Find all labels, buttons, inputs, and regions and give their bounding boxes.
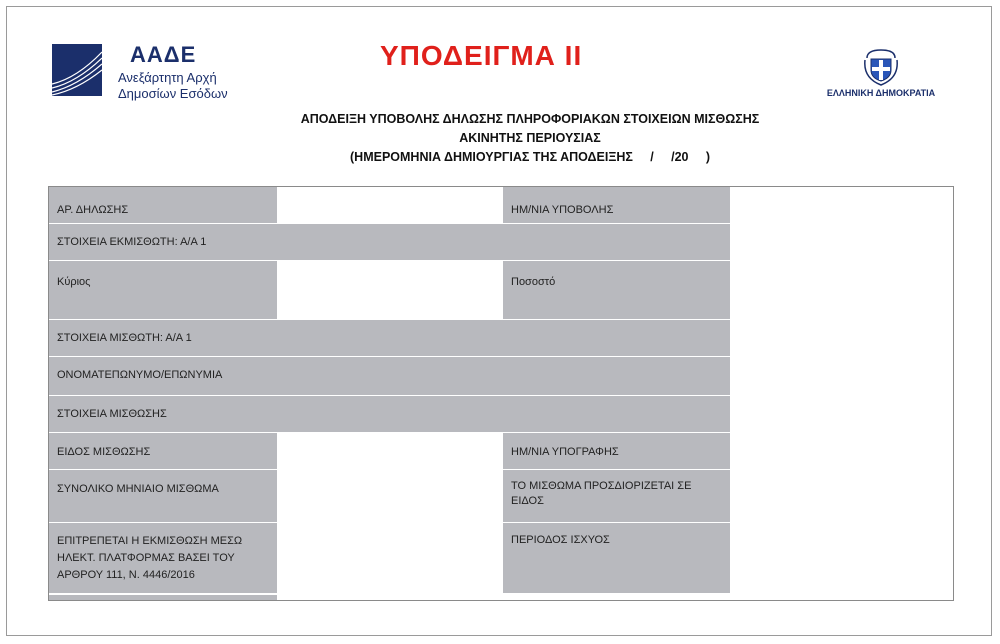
value-ar-dilosis xyxy=(277,187,503,223)
label-periodos-isxyos: ΠΕΡΙΟΔΟΣ ΙΣΧΥΟΣ xyxy=(503,523,730,593)
label-eidos-misthosis: ΕΙΔΟΣ ΜΙΣΘΩΣΗΣ xyxy=(49,433,277,469)
value-kyrios xyxy=(277,261,503,319)
receipt-title-line3: (ΗΜΕΡΟΜΗΝΙΑ ΔΗΜΙΟΥΡΓΙΑΣ ΤΗΣ ΑΠΟΔΕΙΞΗΣ / /20 ) xyxy=(350,150,710,164)
label-epitrepetai-line3: ΑΡΘΡΟΥ 111, Ν. 4446/2016 xyxy=(57,569,195,581)
aade-subtitle-line1: Ανεξάρτητη Αρχή xyxy=(118,70,217,85)
label-epitrepetai-line2: ΗΛΕΚΤ. ΠΛΑΤΦΟΡΜΑΣ ΒΑΣΕΙ ΤΟΥ xyxy=(57,552,235,564)
receipt-form xyxy=(48,186,954,601)
table-bottom-strip xyxy=(49,595,277,600)
section-stoixeia-misthosis: ΣΤΟΙΧΕΙΑ ΜΙΣΘΩΣΗΣ xyxy=(49,396,730,432)
section-stoixeia-misthoti: ΣΤΟΙΧΕΙΑ ΜΙΣΘΩΤΗ: Α/Α 1 xyxy=(49,320,730,356)
label-kyrios: Κύριος xyxy=(49,261,277,319)
coat-of-arms-icon xyxy=(864,48,898,86)
label-hmnia-ypografis: ΗΜ/ΝΙΑ ΥΠΟΓΡΑΦΗΣ xyxy=(503,433,730,469)
section-stoixeia-ekmisthoti: ΣΤΟΙΧΕΙΑ ΕΚΜΙΣΘΩΤΗ: Α/Α 1 xyxy=(49,224,730,260)
document-heading: ΥΠΟΔΕΙΓΜΑ ΙΙ xyxy=(380,40,583,71)
label-misthoma-eidos-line2: ΕΙΔΟΣ xyxy=(511,495,544,507)
aade-subtitle-line2: Δημοσίων Εσόδων xyxy=(118,86,228,101)
value-epitrepetai xyxy=(277,523,503,593)
label-epitrepetai xyxy=(49,523,277,593)
label-epitrepetai-line1: ΕΠΙΤΡΕΠΕΤΑΙ Η ΕΚΜΙΣΘΩΣΗ ΜΕΣΩ xyxy=(57,535,243,547)
label-synoliko-misthoma: ΣΥΝΟΛΙΚΟ ΜΗΝΙΑΙΟ ΜΙΣΘΩΜΑ xyxy=(49,470,277,522)
receipt-title xyxy=(230,110,830,167)
aade-logo xyxy=(52,40,252,102)
label-pososto: Ποσοστό xyxy=(503,261,730,319)
label-misthoma-eidos-line1: ΤΟ ΜΙΣΘΩΜΑ ΠΡΟΣΔΙΟΡΙΖΕΤΑΙ ΣΕ xyxy=(511,480,692,492)
hellenic-republic-emblem xyxy=(816,48,946,112)
value-eidos-misthosis xyxy=(277,433,503,469)
aade-abbreviation: ΑΑΔΕ xyxy=(130,42,197,67)
aade-logo-mark-icon xyxy=(52,44,102,96)
label-ar-dilosis: ΑΡ. ΔΗΛΩΣΗΣ xyxy=(49,187,277,223)
receipt-title-line2: ΑΚΙΝΗΤΗΣ ΠΕΡΙΟΥΣΙΑΣ xyxy=(459,131,601,145)
label-hmnia-ypovolis: ΗΜ/ΝΙΑ ΥΠΟΒΟΛΗΣ xyxy=(503,187,730,223)
label-misthoma-eidos xyxy=(503,470,730,522)
label-onomateponymo: ΟΝΟΜΑΤΕΠΩΝΥΜΟ/ΕΠΩΝΥΜΙΑ xyxy=(49,357,730,395)
emblem-label: ΕΛΛΗΝΙΚΗ ΔΗΜΟΚΡΑΤΙΑ xyxy=(826,88,936,98)
receipt-title-line1: ΑΠΟΔΕΙΞΗ ΥΠΟΒΟΛΗΣ ΔΗΛΩΣΗΣ ΠΛΗΡΟΦΟΡΙΑΚΩΝ ΣΤΟΙΧΕΙΩΝ ΜΙΣΘΩΣΗΣ xyxy=(300,112,760,126)
value-synoliko-misthoma xyxy=(277,470,503,522)
